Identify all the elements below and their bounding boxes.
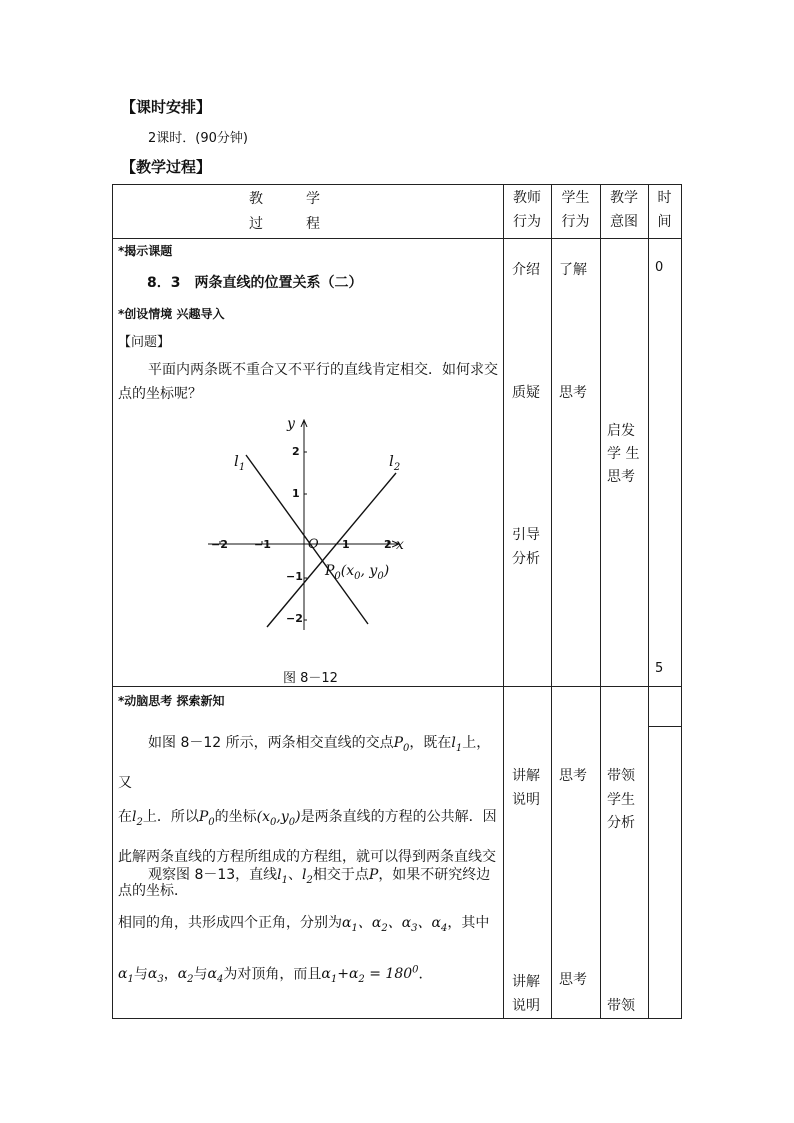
p0-symbol: $P_0$ (393, 735, 410, 754)
p1-text: 的坐标 (214, 808, 257, 825)
l1-symbol: $l_1$ (451, 735, 463, 754)
p2-text: ，如果不研究终边 (378, 867, 491, 883)
student-action: 了解 (559, 262, 587, 278)
teaching-intent: 带领 (607, 768, 635, 784)
head-text: 学生 (561, 190, 590, 206)
section-label: *动脑思考 探索新知 (118, 694, 225, 708)
point-coord-open: (x (340, 563, 355, 579)
l1-label (234, 452, 245, 473)
p2-text: 为对顶角，而且 (223, 966, 322, 983)
head-student-behavior (551, 186, 600, 234)
p-symbol: P (368, 867, 379, 883)
y-tick-label: 1 (292, 487, 300, 500)
teaching-intent: 分析 (607, 815, 635, 831)
p2-text: 相交于点 (312, 867, 369, 883)
point-letter: P (325, 563, 335, 579)
alpha-list: $\alpha_1$、$\alpha_2$、$\alpha_3$、$\alpha_4$ (342, 914, 448, 934)
head-text: 意图 (610, 214, 638, 230)
time-value: 5 (655, 661, 664, 676)
p2-text: 与 (133, 966, 148, 983)
situation-label: *创设情境 兴趣导入 (118, 307, 225, 321)
student-action: 思考 (559, 768, 587, 784)
x-tick-label: −2 (211, 538, 228, 551)
schedule-text: 2课时．(90分钟) (148, 131, 248, 146)
figure-8-12 (200, 415, 420, 635)
teaching-intent: 思考 (607, 469, 635, 485)
teacher-action: 说明 (512, 792, 540, 808)
point-coord-close: ) (383, 563, 390, 579)
teacher-action: 说明 (512, 998, 540, 1014)
coord-x0y0: $(x_0,y_0)$ (256, 808, 301, 828)
p1-text: 如图 8－12 所示，两条相交直线的交点 (148, 735, 394, 751)
y-tick-label: 2 (292, 445, 300, 458)
alpha2: $\alpha_2$ (177, 966, 194, 986)
p2-text: 观察图 8－13，直线 (148, 867, 278, 883)
teacher-action: 质疑 (512, 385, 540, 401)
l1-symbol: $l_1$ (277, 867, 289, 886)
p1-text: 上．所以 (142, 808, 199, 825)
x-tick-label: −1 (254, 538, 271, 551)
l2-label (389, 452, 400, 473)
head-text: 行为 (561, 214, 590, 230)
x-tick-label: 1 (342, 538, 350, 551)
l2-symbol: $l_2$ (132, 808, 143, 828)
y-tick-label: −1 (286, 570, 303, 583)
teacher-action: 讲解 (512, 768, 540, 784)
section-label: *揭示课题 (118, 244, 173, 258)
y-sub: 0 (377, 570, 384, 582)
teacher-action: 分析 (512, 551, 540, 567)
head-teaching-intent (600, 186, 648, 234)
point-sub: 0 (334, 570, 341, 582)
p1-text: 上，又 (118, 735, 491, 791)
head-process-a: 过 (249, 216, 263, 232)
alpha1: $\alpha_1$ (118, 966, 134, 986)
y-tick-label: −2 (286, 612, 303, 625)
teaching-intent: 学生 (607, 792, 635, 808)
alpha4: $\alpha_4$ (207, 966, 224, 986)
y-axis-label: y (287, 416, 295, 432)
p2-text: 相同的角，共形成四个正角，分别为 (118, 914, 342, 931)
teaching-intent: 带领 (607, 998, 635, 1014)
head-process-b: 程 (306, 216, 320, 232)
p2-text: ， (163, 966, 178, 983)
teaching-intent: 启发 (607, 423, 635, 439)
schedule-heading: 【课时安排】 (121, 98, 212, 116)
alpha3: $\alpha_3$ (147, 966, 164, 986)
teaching-intent: 学 生 (607, 446, 640, 462)
head-teacher-behavior (503, 186, 551, 234)
point-p0-label (325, 563, 389, 582)
student-action: 思考 (559, 385, 587, 401)
process-heading: 【教学过程】 (121, 158, 212, 176)
p2-text: ． (418, 966, 433, 983)
head-time (648, 186, 681, 234)
p2-text: 、 (288, 867, 303, 883)
l2-letter: l (389, 452, 394, 470)
l2-sub: 2 (393, 462, 401, 473)
figure-caption: 图 8－12 (283, 671, 338, 686)
point-coord-mid: , y (360, 563, 378, 579)
l1-sub: 1 (238, 462, 246, 473)
problem-tag: 【问题】 (118, 335, 171, 350)
x-tick-label: 2 (384, 538, 392, 551)
p1-text: 是两条直线的方程的公共解．因此解两条直线的方程所组成的方程组，就可以得到两条直线交点的坐标． (118, 808, 497, 899)
p0-symbol: $P_0$ (198, 808, 215, 828)
head-text: 间 (657, 214, 672, 230)
teacher-action: 引导 (512, 527, 540, 543)
x-axis-label: x (396, 537, 404, 553)
head-learn: 学 (306, 191, 320, 207)
origin-label: O (308, 537, 319, 552)
head-text: 教师 (513, 190, 541, 206)
l1-letter: l (234, 452, 239, 470)
x-sub: 0 (354, 570, 361, 582)
p2-text: ，其中 (447, 914, 490, 931)
line-l2 (267, 473, 396, 627)
angle-sum-equation: $\alpha_1+\alpha_2 = 180^0$ (321, 964, 419, 986)
teacher-action: 介绍 (512, 262, 540, 278)
time-value: 0 (655, 260, 664, 275)
p2-text: 与 (193, 966, 208, 983)
p1-text: ，既在 (409, 735, 452, 751)
student-action: 思考 (559, 972, 587, 988)
head-text: 教学 (610, 190, 638, 206)
teacher-action: 讲解 (512, 974, 540, 990)
paragraph-2 (118, 854, 500, 1001)
head-teach: 教 (249, 191, 263, 207)
lesson-title: 8．3 两条直线的位置关系（二） (147, 275, 363, 291)
p1-text: 在 (118, 808, 132, 825)
l2-symbol: $l_2$ (302, 867, 313, 886)
problem-text: 平面内两条既不重合又不平行的直线肯定相交．如何求交点的坐标呢？ (118, 362, 498, 402)
head-text: 时 (657, 190, 672, 206)
head-text: 行为 (513, 214, 541, 230)
